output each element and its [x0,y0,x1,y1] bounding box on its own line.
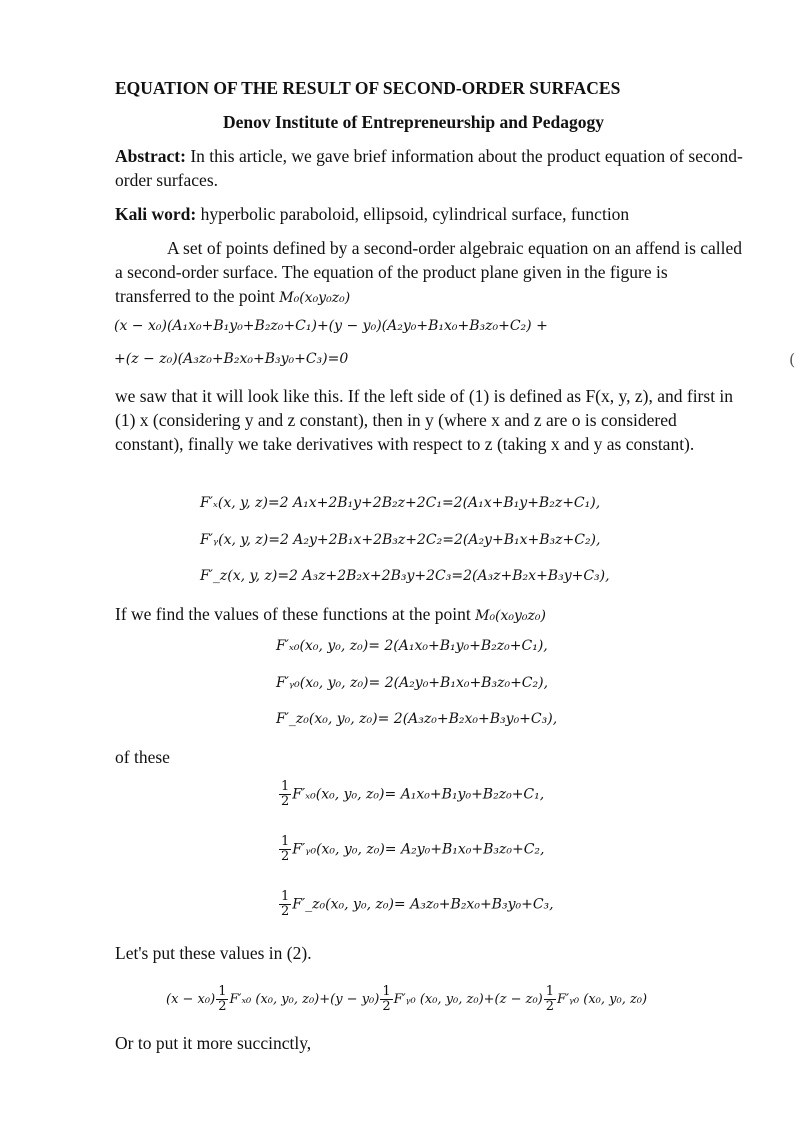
point-m0: M₀(x₀y₀z₀) [279,290,351,306]
derivative-x: F′ₓ(x, y, z)=2 A₁x+2B₁y+2B₂z+2C₁=2(A₁x+B₁y+B₂z+C₁), [200,495,601,511]
sentence-values-text: If we find the values of these functions at the point [115,604,471,624]
point-value-z: F′_z₀(x₀, y₀, z₀)= 2(A₃z₀+B₂x₀+B₃y₀+C₃), [276,711,558,727]
abstract-text: In this article, we gave brief information about the product equation of second-order surfaces. [115,146,743,190]
combined-equation: (x − x₀) $\frac{1}{2}$ F′ₓ₀ (x₀, y₀, z₀)+(y − y₀) $\frac{1}{2}$ F′ᵧ₀ (x₀, y₀, z₀)+(z − z₀) $\frac{1}{2}$ F′ᵧ₀ (x₀, y₀, z₀) [166,984,648,1014]
derivative-z: F′_z(x, y, z)=2 A₃z+2B₂x+2B₃y+2C₃=2(A₃z+B₂x+B₃y+C₃), [200,568,610,584]
one-half-fraction: $\frac{1}{2}$ [218,984,227,1014]
half-value-x: $\frac{1}{2}$ F′ₓ₀(x₀, y₀, z₀)= A₁x₀+B₁y₀+B₂z₀+C₁, [281,779,545,809]
equation-main-line1: (x − x₀)(A₁x₀+B₁y₀+B₂z₀+C₁)+(y − y₀)(A₂y₀+B₁x₀+B₃z₀+C₂) + [114,318,548,334]
affiliation: Denov Institute of Entrepreneurship and Pedagogy [223,112,604,132]
of-these: of these [115,747,170,767]
sentence-succinct: Or to put it more succinctly, [115,1033,312,1053]
derivative-y: F′ᵧ(x, y, z)=2 A₂y+2B₁x+2B₃z+2C₂=2(A₂y+B₁x+B₃z+C₂), [200,532,601,548]
equation-main-line2: +(z − z₀)(A₃z₀+B₂x₀+B₃y₀+C₃)=0 [114,351,349,367]
one-half-fraction: $\frac{1}{2}$ [281,779,290,809]
paragraph-intro [115,236,745,310]
point-m0-repeat: M₀(x₀y₀z₀) [475,608,546,624]
sentence-put: Let's put these values in (2). [115,943,312,963]
paragraph-intro-text: A set of points defined by a second-order algebraic equation on an affend is called a second-order surface. The equation of the product plane given in the figure is transferred to the point [115,238,743,306]
abstract-label: Abstract: [115,146,186,166]
keywords [115,202,745,226]
one-half-fraction: $\frac{1}{2}$ [382,984,391,1014]
keywords-label: Kali word: [115,204,197,224]
point-value-x: F′ₓ₀(x₀, y₀, z₀)= 2(A₁x₀+B₁y₀+B₂z₀+C₁), [276,638,548,654]
half-value-z: $\frac{1}{2}$ F′_z₀(x₀, y₀, z₀)= A₃z₀+B₂x₀+B₃y₀+C₃, [281,889,554,919]
keywords-text: hyperbolic paraboloid, ellipsoid, cylindrical surface, function [196,204,630,224]
point-value-y: F′ᵧ₀(x₀, y₀, z₀)= 2(A₂y₀+B₁x₀+B₃z₀+C₂), [276,675,549,691]
one-half-fraction: $\frac{1}{2}$ [545,984,555,1014]
one-half-fraction: $\frac{1}{2}$ [281,889,290,919]
paragraph-derivatives: we saw that it will look like this. If the left side of (1) is defined as F(x, y, z), and first in (1) x (considering y and z constant), then in y (where x and z are o is considered constant), finally we take derivatives with respect to z (taking x and y as constant). [115,386,734,454]
equation-number-paren: ( [789,350,796,369]
abstract [115,144,745,192]
sentence-values [115,602,546,628]
paper-title: EQUATION OF THE RESULT OF SECOND-ORDER SURFACES [115,78,621,98]
half-value-y: $\frac{1}{2}$ F′ᵧ₀(x₀, y₀, z₀)= A₂y₀+B₁x₀+B₃z₀+C₂, [281,834,545,864]
one-half-fraction: $\frac{1}{2}$ [281,834,290,864]
